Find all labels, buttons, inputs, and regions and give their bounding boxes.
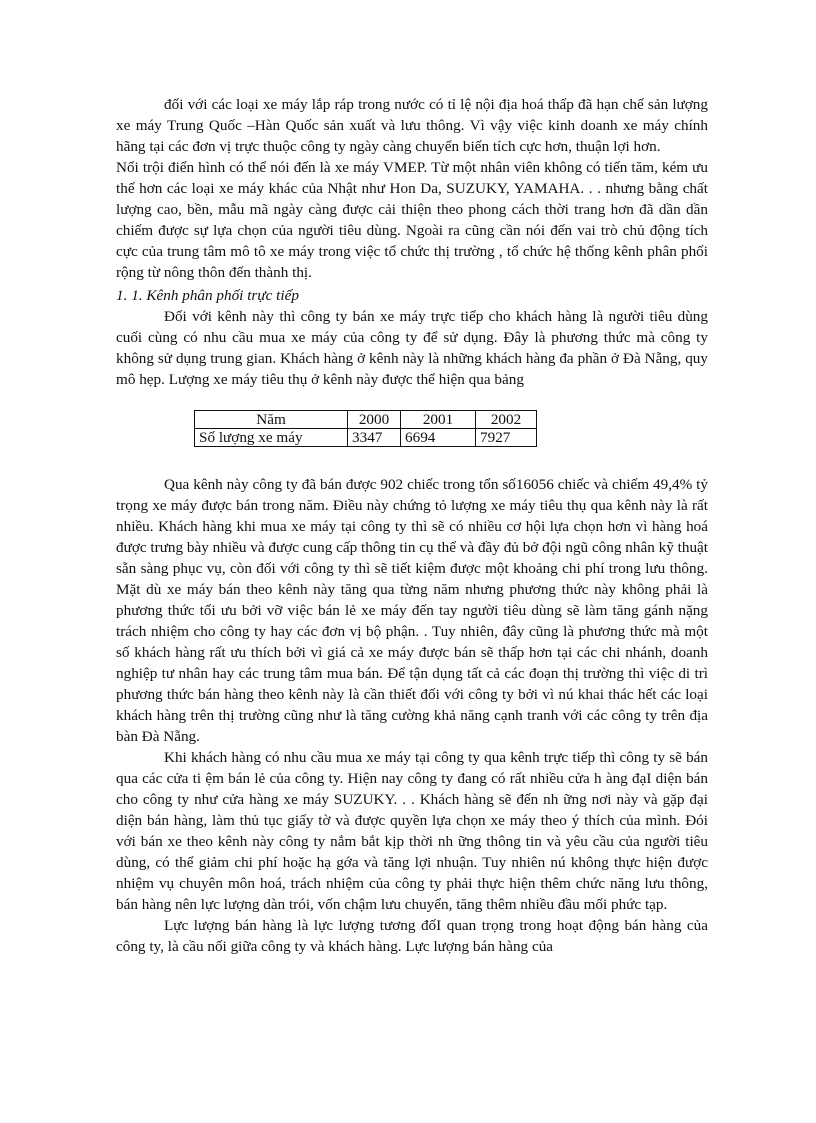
table-header-cell: Năm xyxy=(195,411,348,429)
table-cell: 6694 xyxy=(401,429,476,447)
paragraph-5: Lực lượng bán hàng là lực lượng tương đốI quan trọng trong hoạt động bán hàng của công ty, là cầu nối giữa công ty và khách hàng. Lực lượng bán hàng của xyxy=(116,917,708,955)
paragraph-3: Qua kênh này công ty đã bán được 902 chiếc trong tổn số16056 chiếc và chiếm 49,4% tỷ trọng xe máy được bán trong năm. Điều này chứng tỏ lượng xe máy tiêu thụ qua kênh này là rất nhiều. Khách hàng khi mua xe máy tại công ty thì sẽ có nhiều cơ hội lựa chọn hơn vì hàng hoá được trưng bày nhiều và được cung cấp thông tin cụ thể và đầy đủ bở đội ngũ công nhân kỹ thuật sẵn sàng phục vụ, còn đối với công ty thì sẽ tiết kiệm được một khoảng chi phí trong lưu thông. Mặt dù xe máy bán theo kênh này tăng qua từng năm nhưng phương thức này không phải là phương thức tối ưu bởi vỡ việc bán lẻ xe máy đến tay người tiêu dùng sẽ làm tăng gánh nặng trách nhiệm cho công ty hay các đơn vị bộ phận. . Tuy nhiên, đây cũng là phương thức mà một số khách hàng rất ưu thích bởi vì giá cả xe máy được bán sẽ thấp hơn tại các chi nhánh, doanh nghiệp tư nhân hay các trung tâm mua bán. Để tận dụng tất cả các đoạn thị trường thì việc di trì phương thức bán hàng theo kênh này là cần thiết đối với công ty bởi vì nú khai thác hết các loại khách hàng trên thị trường cũng như là tăng cường khả năng cạnh tranh với các công ty trên địa bàn Đà Nẵng. xyxy=(116,476,708,745)
table-cell: 7927 xyxy=(476,429,537,447)
section-heading: 1. 1. Kênh phân phối trực tiếp xyxy=(116,287,299,304)
paragraph-4: Khi khách hàng có nhu cầu mua xe máy tại công ty qua kênh trực tiếp thì công ty sẽ bán qua các cửa ti ệm bán lẻ của công ty. Hiện nay công ty đang có rất nhiều cửa h àng đạI diện bán cho công ty như cửa hàng xe máy SUZUKY. . . Khách hàng sẽ đến nh ững nơi này và gặp đại diện bán hàng, làm thủ tục giấy tờ và được quyền lựa chọn xe máy theo ý thích của mình. Đói với bán xe theo kênh này công ty nắm bắt kịp thời nh ững thông tin và yêu cầu của người tiêu dùng, có thể giảm chi phí hoặc hạ gớa và tăng lợi nhuận. Tuy nhiên nú không thực hiện được nhiệm vụ chuyên môn hoá, trách nhiệm của công ty phải thực hiện thêm chức năng lưu thông, bán hàng nên lực lượng dàn trói, vốn chậm lưu chuyển, tăng thêm nhiều đầu mối phức tạp. xyxy=(116,749,708,913)
sales-table-wrapper xyxy=(194,410,708,474)
table-header-cell: 2001 xyxy=(401,411,476,429)
table-header-cell: 2002 xyxy=(476,411,537,429)
table-cell: 3347 xyxy=(348,429,401,447)
table-row xyxy=(195,429,537,447)
table-cell: Số lượng xe máy xyxy=(195,429,348,447)
document-page xyxy=(116,94,708,957)
paragraph-2: Nổi trội điển hình có thể nói đến là xe máy VMEP. Từ một nhân viên không có tiến tăm, kém ưu thế hơn các loại xe máy khác của Nhật như Hon Da, SUZUKY, YAMAHA. . . nhưng bằng chất lượng cao, bền, mẫu mã ngày càng được cải thiện theo phong cách thời trang hơn đã dần dần chiếm được sự lựa chọn của người tiêu dùng. Ngoài ra cũng cần nói đến vai trò chủ động tích cực của trung tâm mô tô xe máy trong việc tổ chức thị trường , tổ chức hệ thống kênh phân phối rộng từ nông thôn đến thành thị. xyxy=(116,159,708,281)
paragraph-intro: Đối với kênh này thì công ty bán xe máy trực tiếp cho khách hàng là người tiêu dùng cuối cùng có nhu cầu mua xe máy của công ty để sử dụng. Đây là phương thức mà công ty không sử dụng trung gian. Khách hàng ở kênh này là những khách hàng đa phần ở Đà Nẵng, quy mô hẹp. Lượng xe máy tiêu thụ ở kênh này được thể hiện qua bảng xyxy=(116,308,708,388)
paragraph-1: đối với các loại xe máy lắp ráp trong nước có tỉ lệ nội địa hoá thấp đã hạn chế sản lượng xe máy Trung Quốc –Hàn Quốc sản xuất và lưu thông. Vì vậy việc kinh doanh xe máy chính hãng tại các đơn vị trực thuộc công ty ngày càng chuyển biến tích cực hơn, thuận lợi hơn. xyxy=(116,96,708,155)
table-header-cell: 2000 xyxy=(348,411,401,429)
sales-table xyxy=(194,410,537,447)
table-header-row xyxy=(195,411,537,429)
